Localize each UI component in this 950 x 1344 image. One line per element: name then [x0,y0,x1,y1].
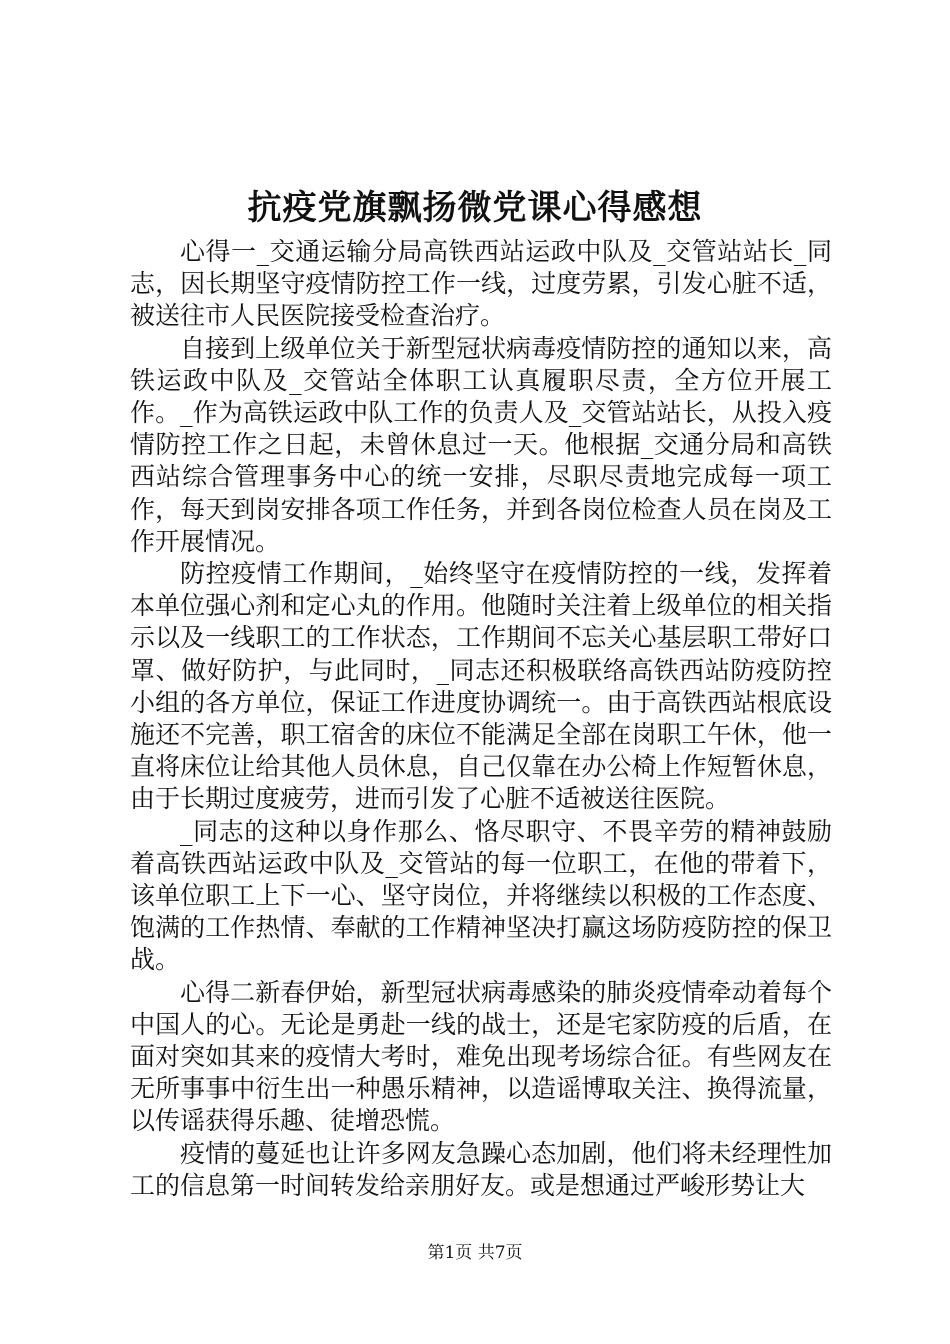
document-body [130,236,832,1202]
paragraph: 心得一_交通运输分局高铁西站运政中队及_交管站站长_同志，因长期坚守疫情防控工作一线，过度劳累，引发心脏不适，被送往市人民医院接受检查治疗。 [130,237,832,331]
paragraph: 疫情的蔓延也让许多网友急躁心态加剧，他们将未经理性加工的信息第一时间转发给亲朋好友。或是想通过严峻形势让大 [130,1138,832,1200]
page-footer: 第1页 共7页 [427,1243,523,1263]
paragraph: _同志的这种以身作那么、恪尽职守、不畏辛劳的精神鼓励着高铁西站运政中队及_交管站的每一位职工，在他的带着下，该单位职工上下一心、坚守岗位，并将继续以积极的工作态度、饱满的工作热情、奉献的工作精神坚决打赢这场防疫防控的保卫战。 [130,816,832,975]
paragraph: 自接到上级单位关于新型冠状病毒疫情防控的通知以来，高铁运政中队及_交管站全体职工认真履职尽责，全方位开展工作。_作为高铁运政中队工作的负责人及_交管站站长，从投入疫情防控工作之日起，未曾休息过一天。他根据_交通分局和高铁西站综合管理事务中心的统一安排，尽职尽责地完成每一项工作，每天到岗安排各项工作任务，并到各岗位检查人员在岗及工作开展情况。 [130,333,832,556]
page-title: 抗疫党旗飘扬微党课心得感想 [247,188,703,228]
paragraph: 心得二新春伊始，新型冠状病毒感染的肺炎疫情牵动着每个中国人的心。无论是勇赴一线的战士，还是宅家防疫的后盾，在面对突如其来的疫情大考时，难免出现考场综合征。有些网友在无所事事中衍生出一种愚乐精神，以造谣博取关注、换得流量，以传谣获得乐趣、徒增恐慌。 [130,977,832,1136]
paragraph: 防控疫情工作期间，_始终坚守在疫情防控的一线，发挥着本单位强心剂和定心丸的作用。他随时关注着上级单位的相关指示以及一线职工的工作状态，工作期间不忘关心基层职工带好口罩、做好防护，与此同时，_同志还积极联络高铁西站防疫防控小组的各方单位，保证工作进度协调统一。由于高铁西站根底设施还不完善，职工宿舍的床位不能满足全部在岗职工午休，他一直将床位让给其他人员休息，自己仅靠在办公椅上作短暂休息，由于长期过度疲劳，进而引发了心脏不适被送往医院。 [130,559,832,814]
